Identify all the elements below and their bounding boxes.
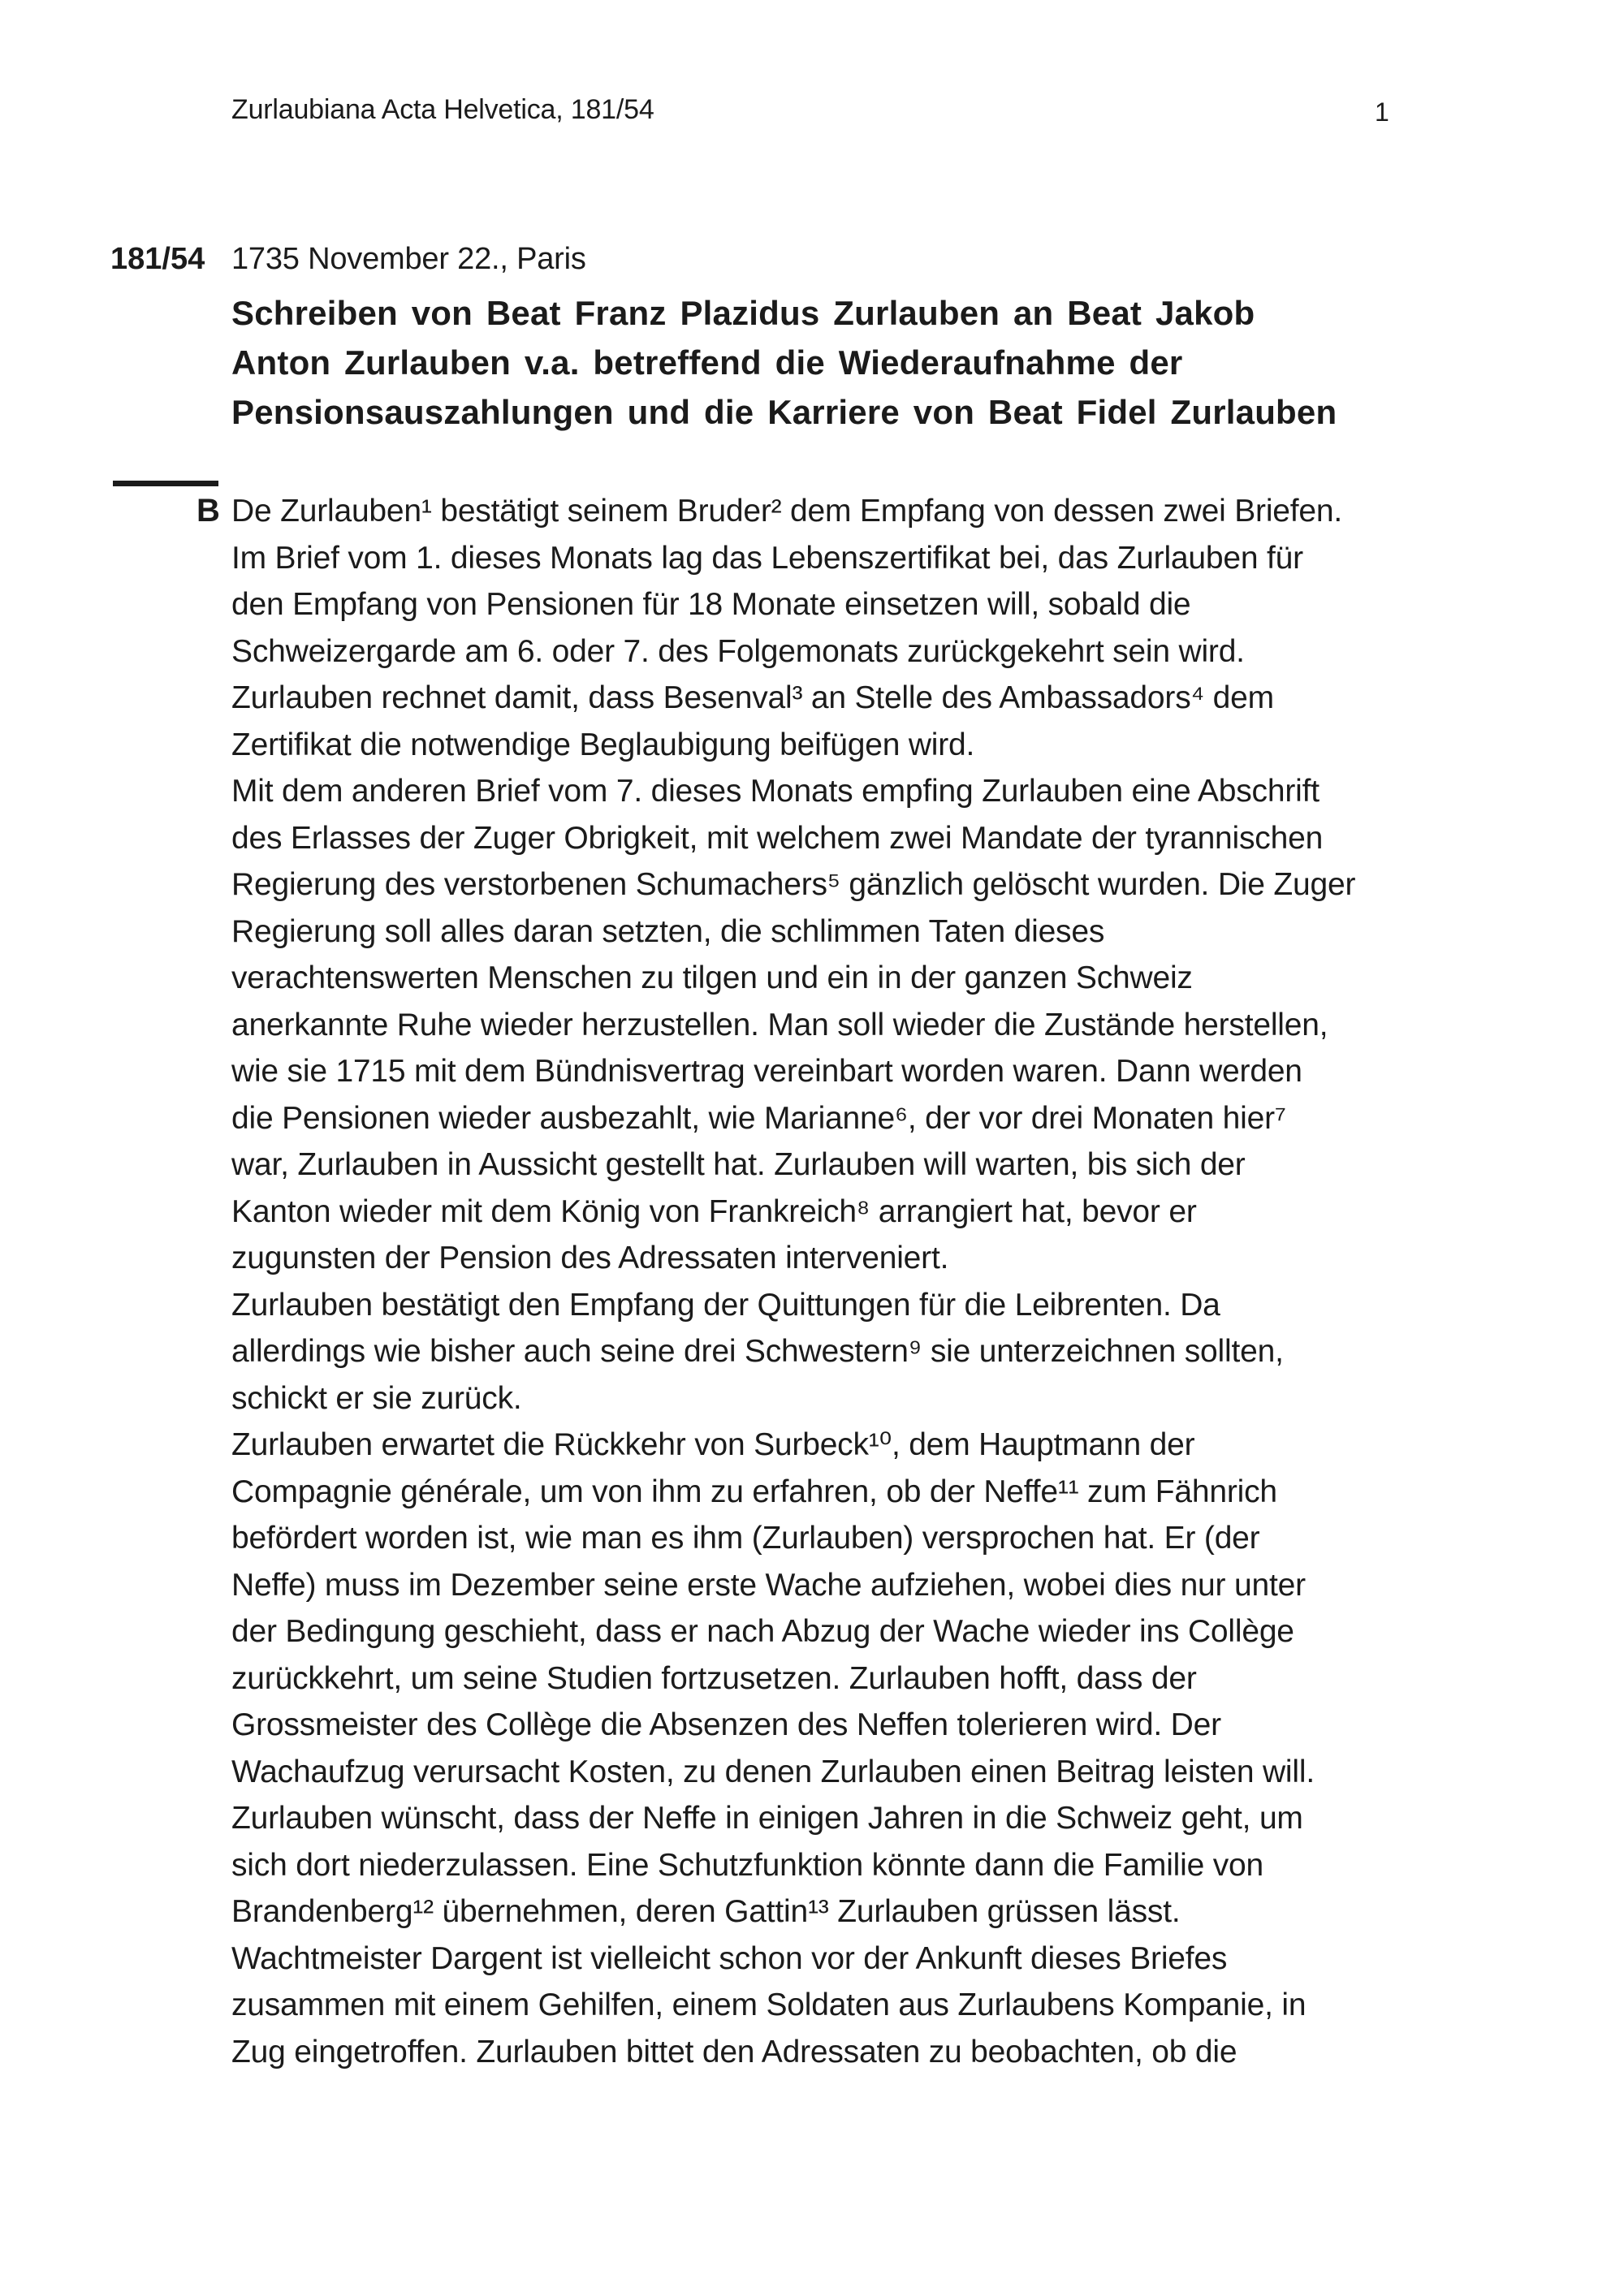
body-line: Im Brief vom 1. dieses Monats lag das Lebenszertifikat bei, das Zurlauben für — [231, 540, 1303, 576]
body-line: Zurlauben wünscht, dass der Neffe in einigen Jahren in die Schweiz geht, um — [231, 1801, 1303, 1836]
body-line: Regierung soll alles daran setzten, die schlimmen Taten dieses — [231, 913, 1105, 949]
body-line: Schweizergarde am 6. oder 7. des Folgemonats zurückgekehrt sein wird. — [231, 633, 1245, 669]
body-line: Mit dem anderen Brief vom 7. dieses Monats empfing Zurlauben eine Abschrift — [231, 774, 1320, 809]
body-line: De Zurlauben¹ bestätigt seinem Bruder² dem Empfang von dessen zwei Briefen. — [231, 494, 1343, 529]
body-line: Neffe) muss im Dezember seine erste Wache aufziehen, wobei dies nur unter — [231, 1567, 1306, 1603]
body-line: war, Zurlauben in Aussicht gestellt hat. Zurlauben will warten, bis sich der — [231, 1147, 1246, 1182]
section-divider-rule — [113, 481, 218, 486]
body-line: zugunsten der Pension des Adressaten interveniert. — [231, 1241, 949, 1275]
body-line: Regierung des verstorbenen Schumachers⁵ gänzlich gelöscht wurden. Die Zuger — [231, 867, 1356, 902]
body-line: Zertifikat die notwendige Beglaubigung beifügen wird. — [231, 727, 975, 762]
body-line: der Bedingung geschieht, dass er nach Abzug der Wache wieder ins Collège — [231, 1614, 1294, 1649]
body-line: Zurlauben bestätigt den Empfang der Quittungen für die Leibrenten. Da — [231, 1287, 1220, 1323]
entry-number: 181/54 — [110, 242, 205, 276]
body-line: des Erlasses der Zuger Obrigkeit, mit welchem zwei Mandate der tyrannischen — [231, 820, 1324, 856]
section-marker: B — [197, 493, 220, 529]
body-line: verachtenswerten Menschen zu tilgen und ein in der ganzen Schweiz — [231, 960, 1193, 995]
body-line: Kanton wieder mit dem König von Frankreich⁸ arrangiert hat, bevor er — [231, 1193, 1197, 1229]
body-line: den Empfang von Pensionen für 18 Monate einsetzen will, sobald die — [231, 587, 1191, 622]
body-line: schickt er sie zurück. — [231, 1380, 522, 1416]
body-line: Compagnie générale, um von ihm zu erfahren, ob der Neffe¹¹ zum Fähnrich — [231, 1474, 1277, 1509]
body-line: befördert worden ist, wie man es ihm (Zurlauben) versprochen hat. Er (der — [231, 1521, 1260, 1556]
body-line: anerkannte Ruhe wieder herzustellen. Man soll wieder die Zustände herstellen, — [231, 1007, 1328, 1042]
document-title — [231, 288, 1393, 437]
page-number: 1 — [1375, 97, 1389, 127]
body-line: zurückkehrt, um seine Studien fortzusetzen. Zurlauben hofft, dass der — [231, 1660, 1197, 1696]
body-text — [231, 488, 1355, 2075]
body-line: die Pensionen wieder ausbezahlt, wie Marianne⁶, der vor drei Monaten hier⁷ — [231, 1100, 1286, 1136]
running-header-title: Zurlaubiana Acta Helvetica, 181/54 — [231, 94, 654, 125]
body-line: Wachaufzug verursacht Kosten, zu denen Zurlauben einen Beitrag leisten will. — [231, 1754, 1315, 1789]
document-title-line-2: Anton Zurlauben v.a. betreffend die Wiederaufnahme der — [231, 343, 1183, 382]
document-title-line-3: Pensionsauszahlungen und die Karriere von Beat Fidel Zurlauben — [231, 393, 1337, 431]
entry-dateline: 1735 November 22., Paris — [231, 242, 586, 276]
body-line: wie sie 1715 mit dem Bündnisvertrag vereinbart worden waren. Dann werden — [231, 1054, 1302, 1089]
body-line: Brandenberg¹² übernehmen, deren Gattin¹³ Zurlauben grüssen lässt. — [231, 1894, 1181, 1929]
body-line: Zurlauben rechnet damit, dass Besenval³ an Stelle des Ambassadors⁴ dem — [231, 680, 1274, 715]
body-line: Grossmeister des Collège die Absenzen des Neffen tolerieren wird. Der — [231, 1707, 1221, 1742]
body-line: Zurlauben erwartet die Rückkehr von Surbeck¹⁰, dem Hauptmann der — [231, 1427, 1195, 1462]
body-line: sich dort niederzulassen. Eine Schutzfunktion könnte dann die Familie von — [231, 1847, 1263, 1883]
document-title-line-1: Schreiben von Beat Franz Plazidus Zurlauben an Beat Jakob — [231, 294, 1255, 332]
body-line: Wachtmeister Dargent ist vielleicht schon vor der Ankunft dieses Briefes — [231, 1940, 1228, 1976]
body-line: allerdings wie bisher auch seine drei Schwestern⁹ sie unterzeichnen sollten, — [231, 1334, 1284, 1369]
body-line: Zug eingetroffen. Zurlauben bittet den Adressaten zu beobachten, ob die — [231, 2034, 1237, 2069]
body-line: zusammen mit einem Gehilfen, einem Soldaten aus Zurlaubens Kompanie, in — [231, 1987, 1307, 2022]
